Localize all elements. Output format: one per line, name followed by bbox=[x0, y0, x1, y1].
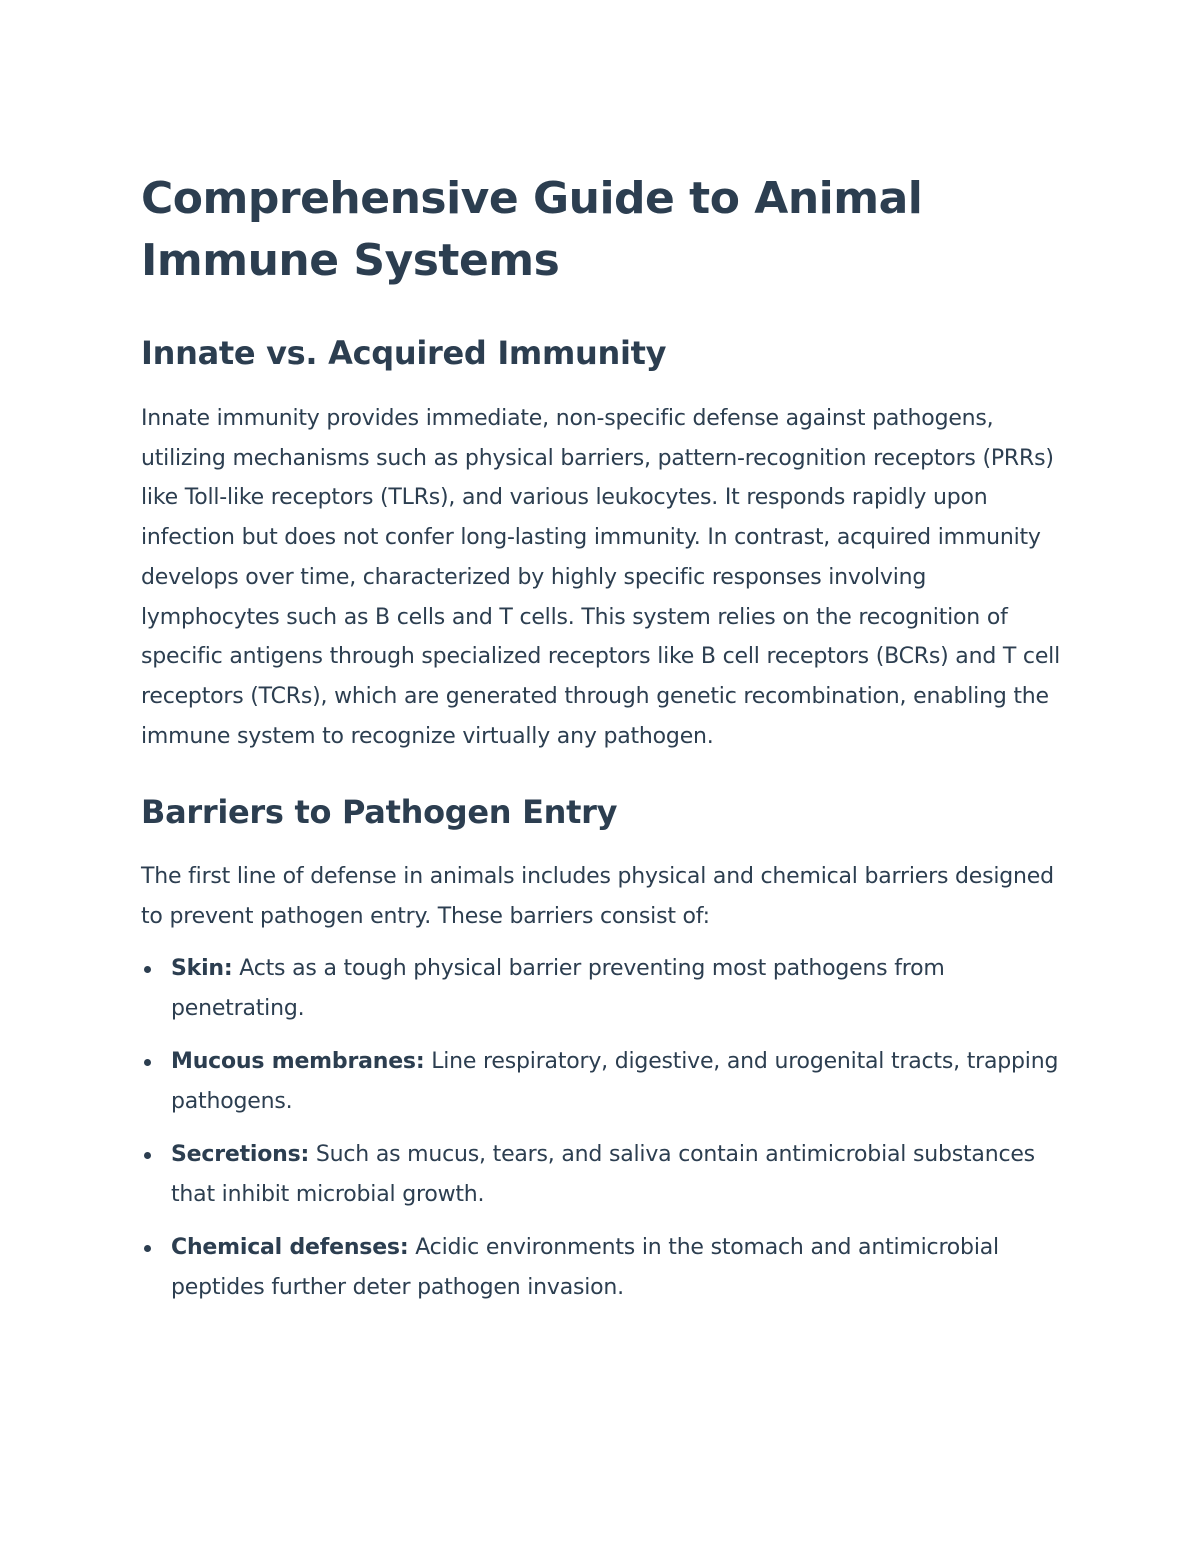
list-item-term: Skin: bbox=[171, 955, 233, 981]
list-item-text: Such as mucus, tears, and saliva contain antimicrobial substances that inhibit microbial growth. bbox=[171, 1141, 1035, 1207]
list-item bbox=[141, 1042, 1061, 1122]
list-item bbox=[141, 949, 1061, 1029]
section-paragraph-barriers: The first line of defense in animals includes physical and chemical barriers designed to prevent pathogen entry. These barriers consist of: bbox=[141, 864, 1054, 930]
section-heading-barriers: Barriers to Pathogen Entry bbox=[141, 793, 618, 832]
bullet-icon bbox=[144, 1152, 151, 1159]
list-item-text: Acidic environments in the stomach and antimicrobial peptides further deter pathogen invasion. bbox=[171, 1234, 999, 1300]
list-item-term: Mucous membranes: bbox=[171, 1048, 425, 1074]
list-item bbox=[141, 1228, 1061, 1308]
list-item-text: Line respiratory, digestive, and urogenital tracts, trapping pathogens. bbox=[171, 1048, 1059, 1114]
document-page bbox=[141, 168, 1061, 1321]
section-heading-innate-vs-acquired: Innate vs. Acquired Immunity bbox=[141, 334, 667, 372]
list-item bbox=[141, 1135, 1061, 1215]
list-item-term: Chemical defenses: bbox=[171, 1234, 409, 1260]
barriers-list bbox=[141, 949, 1061, 1308]
bullet-icon bbox=[144, 1245, 151, 1252]
list-item-text: Acts as a tough physical barrier preventing most pathogens from penetrating. bbox=[171, 955, 945, 1021]
bullet-icon bbox=[144, 1059, 151, 1066]
list-item-term: Secretions: bbox=[171, 1141, 310, 1167]
section-paragraph-innate-vs-acquired: Innate immunity provides immediate, non-specific defense against pathogens, utilizing mechanisms such as physical barriers, pattern-recognition receptors (PRRs) like Toll-like receptors (TLRs), and various leukocytes. It responds rapidly upon infection but does not confer long-lasting immunity. In contrast, acquired immunity develops over time, characterized by highly specific responses involving lymphocytes such as B cells and T cells. This system relies on the recognition of specific antigens through specialized receptors like B cell receptors (BCRs) and T cell receptors (TCRs), which are generated through genetic recombination, enabling the immune system to recognize virtually any pathogen. bbox=[141, 406, 1060, 749]
bullet-icon bbox=[144, 966, 151, 973]
page-title: Comprehensive Guide to Animal Immune Systems bbox=[141, 173, 923, 286]
